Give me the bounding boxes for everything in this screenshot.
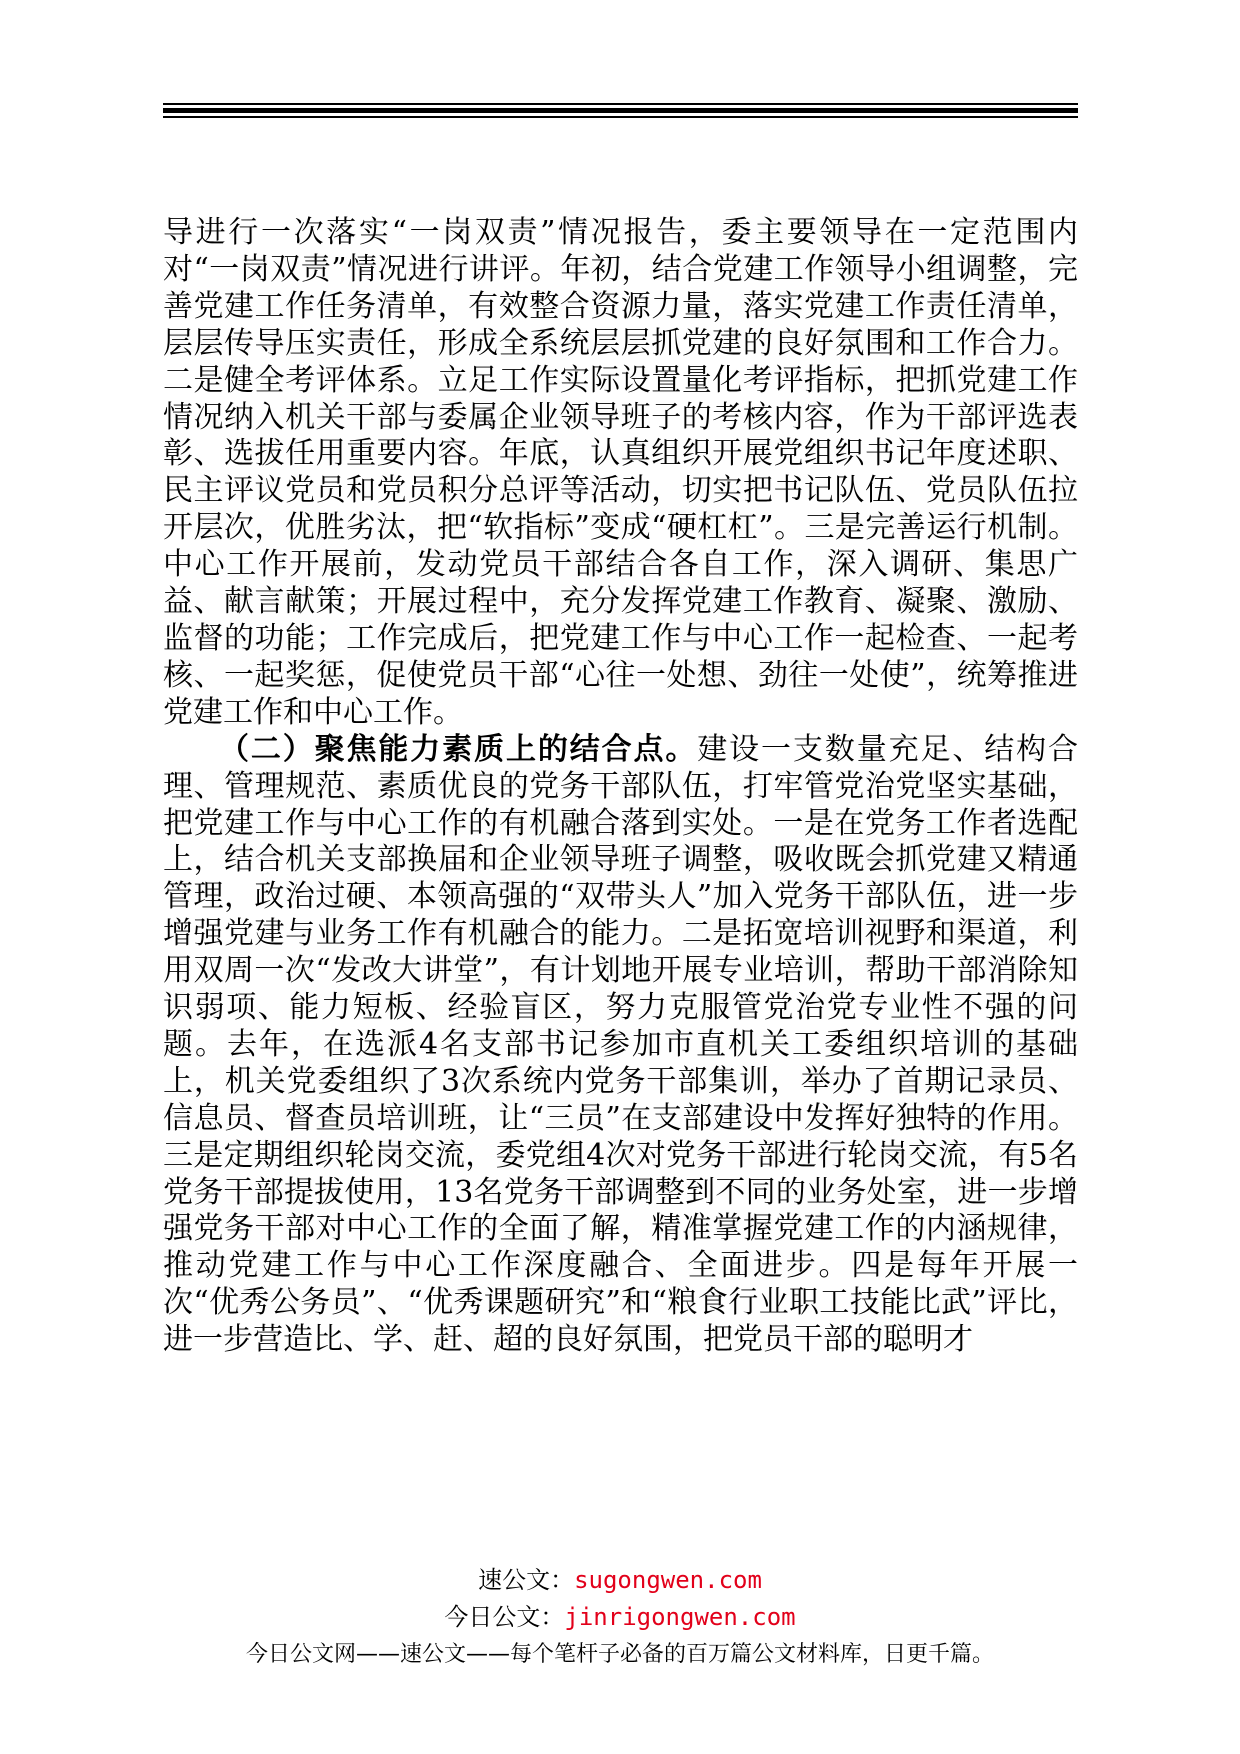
footer-slogan: 今日公文网——速公文——每个笔杆子必备的百万篇公文材料库，日更千篇。	[245, 1642, 994, 1667]
paragraph-section-2	[163, 732, 1078, 1359]
footer-label-2: 今日公文：	[444, 1603, 565, 1631]
footer-line-2	[0, 1597, 1240, 1632]
footer-link-jinrigongwen[interactable]: jinrigongwen.com	[564, 1603, 796, 1631]
footer-line-1	[0, 1560, 1240, 1595]
document-body	[163, 215, 1078, 1359]
footer-label-1: 速公文：	[478, 1566, 575, 1594]
header-rule-thin-bottom	[163, 116, 1078, 118]
header-rule-thin-top	[163, 103, 1078, 105]
paragraph-1: 导进行一次落实“一岗双责”情况报告，委主要领导在一定范围内对“一岗双责”情况进行讲评。年初，结合党建工作领导小组调整，完善党建工作任务清单，有效整合资源力量，落实党建工作责任清单，层层传导压实责任，形成全系统层层抓党建的良好氛围和工作合力。二是健全考评体系。立足工作实际设置量化考评指标，把抓党建工作情况纳入机关干部与委属企业领导班子的考核内容，作为干部评选表彰、选拔任用重要内容。年底，认真组织开展党组织书记年度述职、民主评议党员和党员积分总评等活动，切实把书记队伍、党员队伍拉开层次，优胜劣汰，把“软指标”变成“硬杠杠”。三是完善运行机制。中心工作开展前，发动党员干部结合各自工作，深入调研、集思广益、献言献策；开展过程中，充分发挥党建工作教育、凝聚、激励、监督的功能；工作完成后，把党建工作与中心工作一起检查、一起考核、一起奖惩，促使党员干部“心往一处想、劲往一处使”，统筹推进党建工作和中心工作。	[163, 215, 1078, 730]
section-heading: （二）聚焦能力素质上的结合点。	[219, 731, 698, 767]
header-rule-thick	[163, 108, 1078, 113]
footer-link-sugongwen[interactable]: sugongwen.com	[574, 1566, 762, 1594]
section-body: 建设一支数量充足、结构合理、管理规范、素质优良的党务干部队伍，打牢管党治党坚实基础，把党建工作与中心工作的有机融合落到实处。一是在党务工作者选配上，结合机关支部换届和企业领导班子调整，吸收既会抓党建又精通管理，政治过硬、本领高强的“双带头人”加入党务干部队伍，进一步增强党建与业务工作有机融合的能力。二是拓宽培训视野和渠道，利用双周一次“发改大讲堂”，有计划地开展专业培训，帮助干部消除知识弱项、能力短板、经验盲区，努力克服管党治党专业性不强的问题。去年，在选派4名支部书记参加市直机关工委组织培训的基础上，机关党委组织了3次系统内党务干部集训，举办了首期记录员、信息员、督查员培训班，让“三员”在支部建设中发挥好独特的作用。三是定期组织轮岗交流，委党组4次对党务干部进行轮岗交流，有5名党务干部提拔使用，13名党务干部调整到不同的业务处室，进一步增强党务干部对中心工作的全面了解，精准掌握党建工作的内涵规律，推动党建工作与中心工作深度融合、全面进步。四是每年开展一次“优秀公务员”、“优秀课题研究”和“粮食行业职工技能比武”评比，进一步营造比、学、赶、超的良好氛围，把党员干部的聪明才	[163, 731, 1079, 1358]
